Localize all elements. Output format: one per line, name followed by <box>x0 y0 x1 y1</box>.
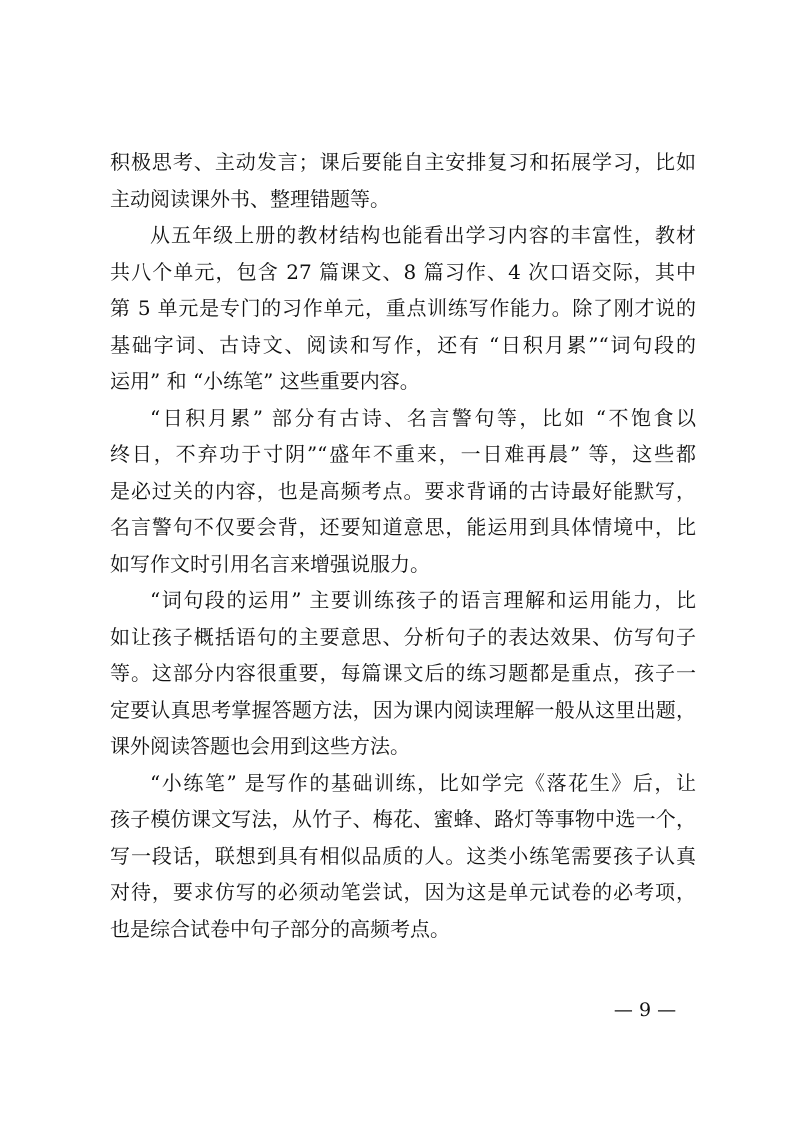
page-number: — 9 — <box>613 999 677 1021</box>
text-line: 课外阅读答题也会用到这些方法。 <box>110 734 410 758</box>
text-line: 定要认真思考掌握答题方法，因为课内阅读理解一般从这里出题， <box>110 697 696 722</box>
text-line: 写一段话，联想到具有相似品质的人。这类小练笔需要孩子认真 <box>110 843 696 868</box>
document-body <box>110 144 696 947</box>
paragraph <box>110 582 696 765</box>
text-line: 等。这部分内容很重要，每篇课文后的练习题都是重点，孩子一 <box>110 661 696 685</box>
text-line: 孩子模仿课文写法，从竹子、梅花、蜜蜂、路灯等事物中选一个， <box>110 807 696 831</box>
text-line: 终日，不弃功于寸阴”“盛年不重来，一日难再晨” 等，这些都 <box>110 442 696 466</box>
text-line: 共八个单元，包含 27 篇课文、8 篇习作、4 次口语交际，其中 <box>110 259 696 284</box>
text-line: “日积月累” 部分有古诗、名言警句等，比如 “不饱食以 <box>150 405 696 430</box>
text-line: 如让孩子概括语句的主要意思、分析句子的表达效果、仿写句子 <box>110 624 696 649</box>
text-line: 从五年级上册的教材结构也能看出学习内容的丰富性，教材 <box>150 223 696 247</box>
text-line: 是必过关的内容，也是高频考点。要求背诵的古诗最好能默写， <box>110 478 696 503</box>
text-line: 对待，要求仿写的必须动笔尝试，因为这是单元试卷的必考项， <box>110 880 696 904</box>
text-line: 基础字词、古诗文、阅读和写作，还有 “日积月累”“词句段的 <box>110 332 696 357</box>
text-line: 主动阅读课外书、整理错题等。 <box>110 186 390 211</box>
text-line: 第 5 单元是专门的习作单元，重点训练写作能力。除了刚才说的 <box>110 296 696 320</box>
paragraph <box>110 144 696 217</box>
paragraph <box>110 217 696 400</box>
text-line: 运用” 和 “小练笔” 这些重要内容。 <box>110 369 420 393</box>
text-line: 如写作文时引用名言来增强说服力。 <box>110 551 430 576</box>
paragraph <box>110 765 696 948</box>
text-line: 名言警句不仅要会背，还要知道意思，能运用到具体情境中，比 <box>110 515 696 539</box>
paragraph <box>110 400 696 583</box>
text-line: 积极思考、主动发言；课后要能自主安排复习和拓展学习，比如 <box>110 150 696 174</box>
text-line: “词句段的运用” 主要训练孩子的语言理解和运用能力，比 <box>150 588 696 612</box>
text-line: “小练笔” 是写作的基础训练，比如学完《落花生》后，让 <box>150 770 696 795</box>
text-line: 也是综合试卷中句子部分的高频考点。 <box>110 916 450 941</box>
